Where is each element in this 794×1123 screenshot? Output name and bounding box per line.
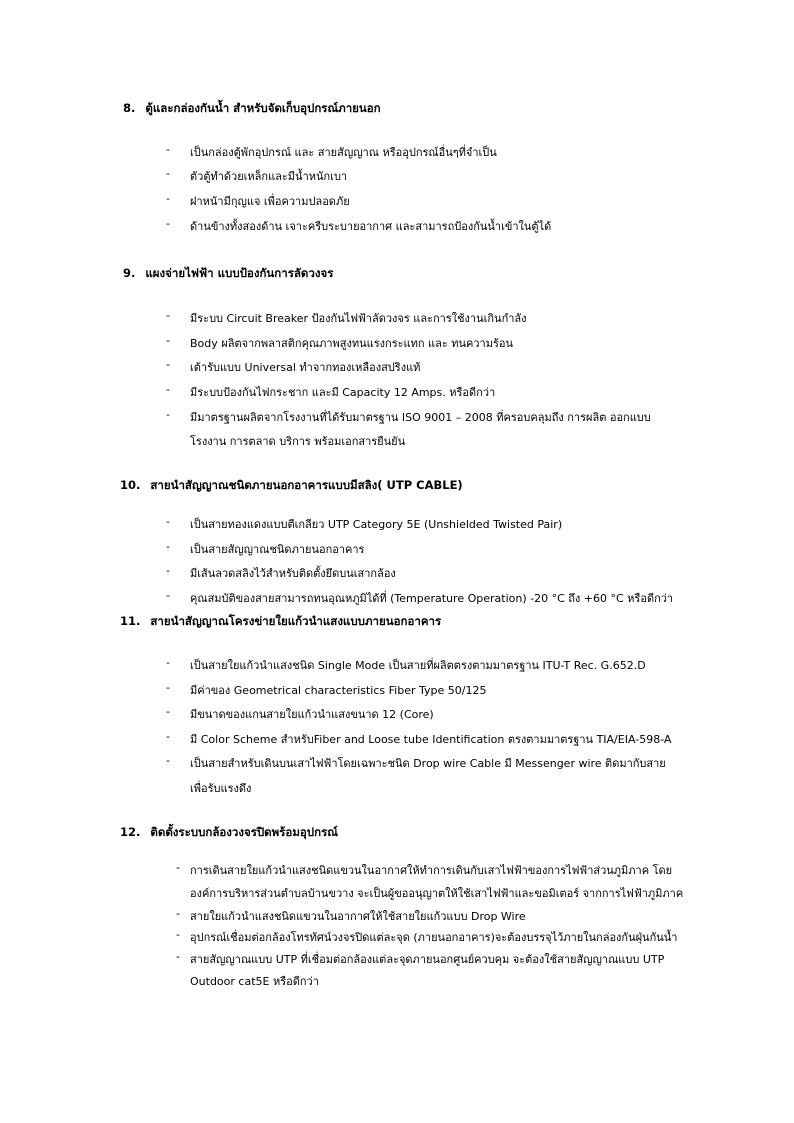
- section-9-heading: [123, 265, 333, 283]
- section-11-title: สายนำสัญญาณโครงข่ายใยแก้วนำแสงแบบภายนอกอาคาร: [150, 614, 442, 628]
- section-12-item-1-continuation: องค์การบริหารส่วนตำบลบ้านขวาง จะเป็นผู้ขออนุญาตให้ใช้เสาไฟฟ้าและขอมิเตอร์ จากการไฟฟ้าภูมิภาค: [190, 887, 684, 900]
- bullet-dash: -: [166, 408, 170, 421]
- section-11-item-4: - มี Color Scheme สำหรับFiber and Loose tube Identification ตรงตามมาตรฐาน TIA/EIA-598-A: [166, 730, 672, 746]
- section-12-item-2: - สายใยแก้วนำแสงชนิดแขวนในอากาศให้ใช้สายใยแก้วแบบ Drop Wire: [176, 907, 526, 923]
- bullet-dash: -: [166, 589, 170, 602]
- section-8-heading: [123, 100, 381, 118]
- bullet-dash: -: [166, 681, 170, 694]
- section-10-item-2: - เป็นสายสัญญาณชนิดภายนอกอาคาร: [166, 540, 365, 556]
- section-11-heading: [120, 613, 441, 631]
- section-9-title: แผงจ่ายไฟฟ้า แบบป้องกันการลัดวงจร: [145, 266, 334, 280]
- bullet-dash: -: [166, 705, 170, 718]
- section-8-item-4: - ด้านข้างทั้งสองด้าน เจาะครีบระบายอากาศ และสามารถป้องกันน้ำเข้าในตู้ได้: [166, 217, 552, 233]
- section-9-item-1: - มีระบบ Circuit Breaker ป้องกันไฟฟ้าลัดวงจร และการใช้งานเกินกำลัง: [166, 309, 527, 325]
- section-8-item-2: - ตัวตู้ทำด้วยเหล็กและมีน้ำหนักเบา: [166, 167, 348, 183]
- section-10-title: สายนำสัญญาณชนิดภายนอกอาคารแบบมีสลิง( UTP CABLE): [150, 478, 463, 492]
- section-8-number: 8.: [123, 101, 136, 115]
- section-10-item-4: - คุณสมบัติของสายสามารถทนอุณหภูมิได้ที่ (Temperature Operation) -20 °C ถึง +60 °C หรือดีกว่า: [166, 589, 674, 605]
- bullet-dash: -: [166, 143, 170, 156]
- section-9-number: 9.: [123, 266, 136, 280]
- bullet-dash: -: [176, 928, 180, 941]
- bullet-dash: -: [166, 754, 170, 767]
- section-9-item-5: - มีมาตรฐานผลิตจากโรงงานที่ได้รับมาตรฐาน ISO 9001 – 2008 ที่ครอบคลุมถึง การผลิต ออกแบบ: [166, 408, 651, 424]
- section-10-number: 10.: [120, 478, 141, 492]
- bullet-dash: -: [166, 515, 170, 528]
- bullet-dash: -: [166, 167, 170, 180]
- bullet-dash: -: [166, 730, 170, 743]
- section-10-item-3: - มีเส้นลวดสลิงไว้สำหรับติดตั้งยึดบนเสากล้อง: [166, 564, 396, 580]
- section-9-item-2: - Body ผลิตจากพลาสติกคุณภาพสูงทนแรงกระแทก และ ทนความร้อน: [166, 334, 514, 350]
- bullet-dash: -: [176, 950, 180, 963]
- section-12-item-4: - สายสัญญาณแบบ UTP ที่เชื่อมต่อกล้องแต่ละจุดภายนอกศูนย์ควบคุม จะต้องใช้สายสัญญาณแบบ UTP: [176, 950, 665, 966]
- section-9-item-4: - มีระบบป้องกันไฟกระชาก และมี Capacity 12 Amps. หรือดีกว่า: [166, 383, 496, 399]
- section-12-item-4-continuation: Outdoor cat5E หรือดีกว่า: [190, 975, 319, 988]
- section-11-number: 11.: [120, 614, 141, 628]
- bullet-dash: -: [176, 907, 180, 920]
- section-9-item-3: - เต้ารับแบบ Universal ทำจากทองเหลืองสปริงแท้: [166, 358, 421, 374]
- section-8-item-3: - ฝาหน้ามีกุญแจ เพื่อความปลอดภัย: [166, 192, 350, 208]
- section-11-item-5: - เป็นสายสำหรับเดินบนเสาไฟฟ้าโดยเฉพาะชนิด Drop wire Cable มี Messenger wire ติดมากับสาย: [166, 754, 666, 770]
- bullet-dash: -: [166, 309, 170, 322]
- section-12-title: ติดตั้งระบบกล้องวงจรปิดพร้อมอุปกรณ์: [150, 825, 338, 839]
- bullet-dash: -: [166, 383, 170, 396]
- section-11-item-2: - มีค่าของ Geometrical characteristics Fiber Type 50/125: [166, 681, 487, 697]
- section-10-item-1: - เป็นสายทองแดงแบบตีเกลียว UTP Category 5E (Unshielded Twisted Pair): [166, 515, 563, 531]
- bullet-dash: -: [166, 540, 170, 553]
- bullet-dash: -: [166, 656, 170, 669]
- section-12-item-3: - อุปกรณ์เชื่อมต่อกล้องโทรทัศน์วงจรปิดแต่ละจุด (ภายนอกอาคาร)จะต้องบรรจุไว้ภายในกล่องกันฝุ่นกันน้ำ: [176, 928, 678, 944]
- section-8-item-1: - เป็นกล่องตู้พักอุปกรณ์ และ สายสัญญาณ หรืออุปกรณ์อื่นๆที่จำเป็น: [166, 143, 497, 159]
- section-12-item-1: - การเดินสายใยแก้วนำแสงชนิดแขวนในอากาศให้ทำการเดินกับเสาไฟฟ้าของการไฟฟ้าส่วนภูมิภาค โดย: [176, 861, 673, 877]
- section-11-item-1: - เป็นสายใยแก้วนำแสงชนิด Single Mode เป็นสายที่ผลิตตรงตามมาตรฐาน ITU-T Rec. G.652.D: [166, 656, 646, 672]
- bullet-dash: -: [166, 358, 170, 371]
- section-10-heading: [120, 477, 463, 495]
- section-12-heading: [120, 824, 338, 842]
- section-8-title: ตู้และกล่องกันน้ำ สำหรับจัดเก็บอุปกรณ์ภายนอก: [145, 101, 381, 115]
- section-11-item-5-continuation: เพื่อรับแรงดึง: [190, 782, 252, 795]
- section-9-item-5-continuation: โรงงาน การตลาด บริการ พร้อมเอกสารยืนยัน: [190, 435, 406, 448]
- bullet-dash: -: [166, 334, 170, 347]
- bullet-dash: -: [166, 217, 170, 230]
- section-12-number: 12.: [120, 825, 141, 839]
- bullet-dash: -: [176, 861, 180, 874]
- bullet-dash: -: [166, 192, 170, 205]
- bullet-dash: -: [166, 564, 170, 577]
- section-11-item-3: - มีขนาดของแกนสายใยแก้วนำแสงขนาด 12 (Core): [166, 705, 434, 721]
